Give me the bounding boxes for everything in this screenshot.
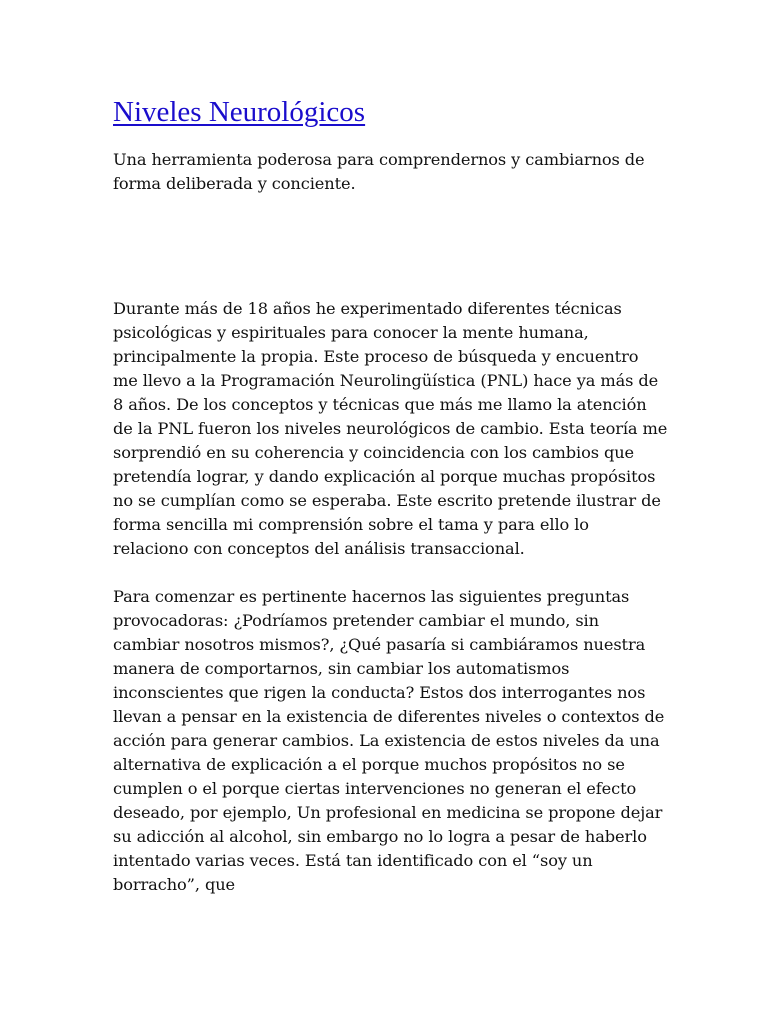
body-paragraph-2: Para comenzar es pertinente hacernos las siguientes preguntas provocadoras: ¿Podríamos pretender cambiar el mundo, sin cambiar nosotros mismos?, ¿Qué pasaría si cambiáramos nuestra manera de comportarnos, sin cambiar los automatismos inconscientes que rigen la conducta? Estos dos interrogantes nos llevan a pensar en la existencia de diferentes niveles o contextos de acción para generar cambios. La existencia de estos niveles da una alternativa de explicación a el porque muchos propósitos no se cumplen o el porque ciertas intervenciones no generan el efecto deseado, por ejemplo, Un profesional en medicina se propone dejar su adicción al alcohol, sin embargo no lo logra a pesar de haberlo intentado varias veces. Está tan identificado con el “soy un borracho”, que — [113, 587, 665, 894]
document-title[interactable]: Niveles Neurológicos — [113, 96, 366, 128]
document-subtitle: Una herramienta poderosa para comprendernos y cambiarnos de forma deliberada y conciente. — [113, 150, 645, 193]
body-paragraph-1: Durante más de 18 años he experimentado diferentes técnicas psicológicas y espirituales para conocer la mente humana, principalmente la propia. Este proceso de búsqueda y encuentro me llevo a la Programación Neurolingüística (PNL) hace ya más de 8 años. De los conceptos y técnicas que más me llamo la atención de la PNL fueron los niveles neurológicos de cambio. Esta teoría me sorprendió en su coherencia y coincidencia con los cambios que pretendía lograr, y dando explicación al porque muchas propósitos no se cumplían como se esperaba. Este escrito pretende ilustrar de forma sencilla mi comprensión sobre el tama y para ello lo relaciono con conceptos del análisis transaccional. — [113, 299, 668, 558]
